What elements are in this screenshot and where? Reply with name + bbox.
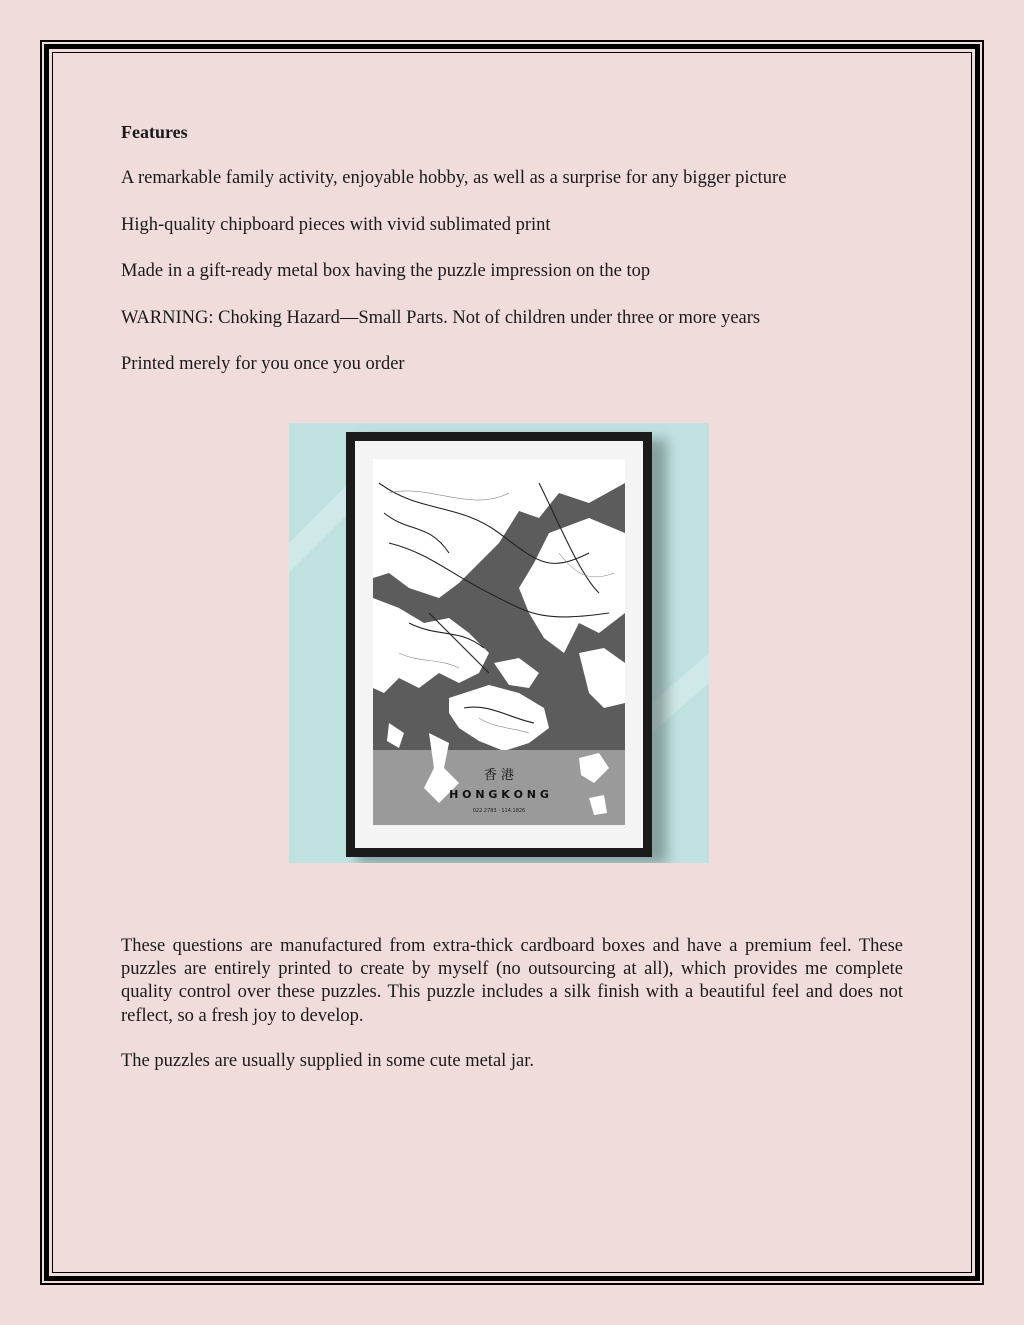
poster-illustration <box>289 423 709 863</box>
framed-map-poster-image <box>289 423 709 863</box>
feature-item: WARNING: Choking Hazard—Small Parts. Not of children under three or more years <box>121 307 761 328</box>
body-paragraph: The puzzles are usually supplied in some cute metal jar. <box>121 1051 535 1071</box>
feature-item: A remarkable family activity, enjoyable hobby, as well as a surprise for any bigger picture <box>121 168 787 188</box>
features-section <box>121 118 903 397</box>
feature-item: High-quality chipboard pieces with vivid sublimated print <box>121 214 551 235</box>
feature-item: Printed merely for you once you order <box>121 354 405 374</box>
features-heading: Features <box>121 122 188 142</box>
poster-city-chinese: 香 港 <box>483 768 515 783</box>
body-paragraph: These questions are manufactured from extra-thick cardboard boxes and have a premium feel. These puzzles are entirely printed to create by myself (no outsourcing at all), which provides me complete quality control over these puzzles. This puzzle includes a silk finish with a beautiful feel and does not reflect, so a fresh joy to develop. <box>121 936 903 1026</box>
poster-city-name: H O N G K O N G <box>449 788 549 801</box>
poster-coordinates: 022.2783 · 114.1826 <box>472 808 526 814</box>
feature-item: Made in a gift-ready metal box having the puzzle impression on the top <box>121 261 651 281</box>
